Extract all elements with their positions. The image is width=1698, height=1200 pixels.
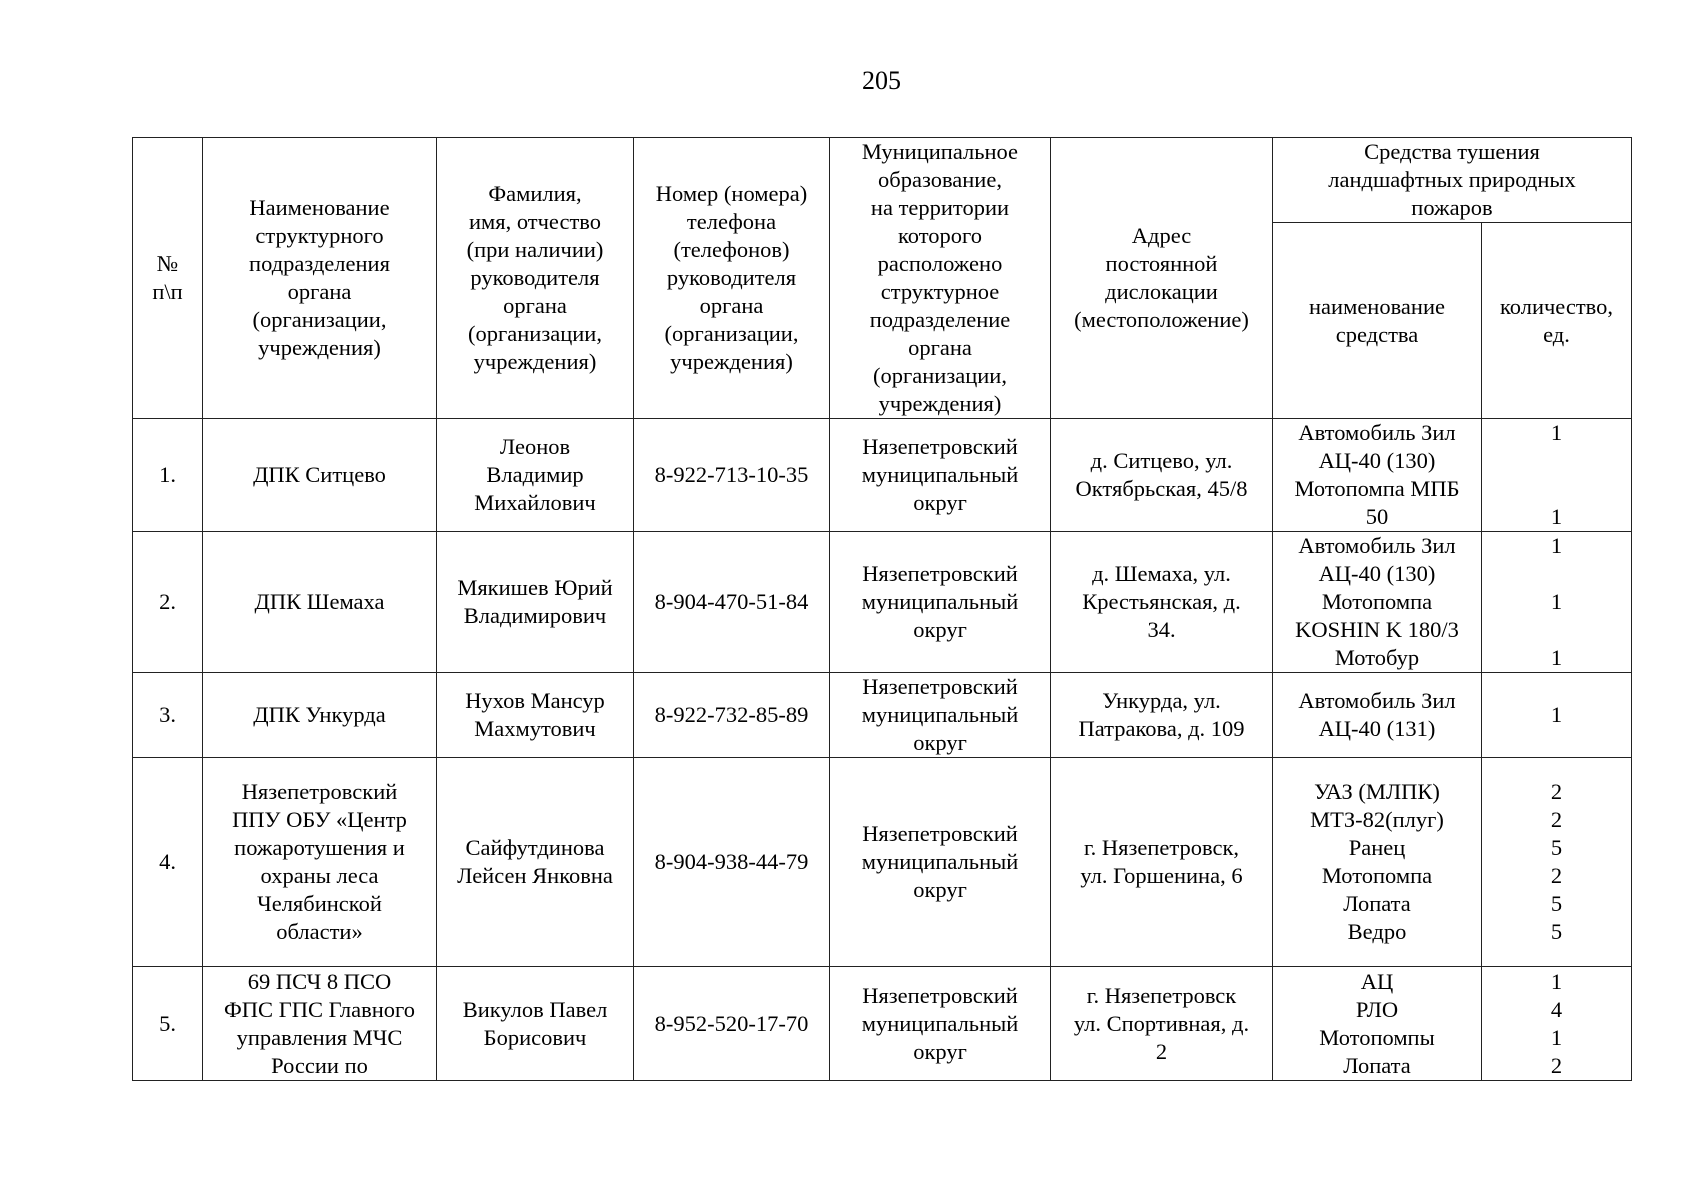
- cell-means-name-line: УАЗ (МЛПК): [1314, 779, 1440, 804]
- table-row: [133, 532, 1632, 673]
- cell-municipality-line: Нязепетровский: [862, 434, 1018, 459]
- qty-line: 5: [1550, 835, 1563, 860]
- header-address: [1051, 138, 1273, 419]
- cell-municipality: [830, 419, 1051, 532]
- header-line: наименование: [1309, 293, 1445, 319]
- table-row: [133, 419, 1632, 532]
- cell-address-line: г. Нязепетровск: [1086, 982, 1237, 1008]
- cell-address: [1051, 967, 1273, 1081]
- header-line: Фамилия,: [488, 181, 582, 206]
- cell-head-name-line: Борисович: [483, 1024, 587, 1050]
- cell-means-qty: [1482, 419, 1632, 532]
- qty-line: 1: [1550, 533, 1563, 558]
- cell-num: 2.: [133, 532, 203, 673]
- qty-line: 1: [1550, 645, 1563, 670]
- cell-unit-name: [203, 532, 437, 673]
- cell-means-name-line: МТЗ-82(плуг): [1310, 807, 1444, 832]
- cell-address: [1051, 673, 1273, 758]
- header-line: структурное: [880, 279, 1000, 304]
- header-line: дислокации: [1105, 279, 1218, 304]
- header-unit-name: [203, 138, 437, 419]
- table-row: [133, 967, 1632, 1081]
- cell-unit-name-line: пожаротушения и: [234, 835, 405, 860]
- cell-unit-name-line: ППУ ОБУ «Центр: [232, 807, 407, 832]
- header-line: подразделения: [249, 251, 390, 276]
- header-row-1: [133, 138, 1632, 223]
- cell-means-name: [1273, 532, 1482, 673]
- header-line: (телефонов): [673, 237, 790, 262]
- cell-municipality-line: Нязепетровский: [862, 821, 1018, 846]
- cell-means-name-line: Лопата: [1343, 1052, 1411, 1078]
- cell-municipality-line: округ: [913, 877, 967, 902]
- header-line: органа: [699, 293, 764, 318]
- cell-municipality-line: муниципальный: [861, 1010, 1019, 1036]
- cell-phone: 8-904-470-51-84: [634, 532, 830, 673]
- cell-phone: 8-922-732-85-89: [634, 673, 830, 758]
- cell-unit-name-line: управления МЧС: [236, 1024, 403, 1050]
- cell-means-name-line: Ведро: [1347, 919, 1407, 944]
- cell-address: [1051, 419, 1273, 532]
- header-line: №: [156, 251, 179, 276]
- cell-means-name-line: РЛО: [1355, 996, 1399, 1022]
- header-line: ландшафтных природных: [1328, 167, 1576, 192]
- cell-means-name: [1273, 419, 1482, 532]
- cell-head-name-line: Лейсен Янковна: [457, 863, 613, 888]
- cell-means-name: [1273, 758, 1482, 967]
- qty-line: 2: [1550, 1052, 1563, 1078]
- qty-line: 1: [1550, 589, 1563, 614]
- header-line: (местоположение): [1074, 307, 1249, 332]
- header-line: (организации,: [252, 307, 387, 332]
- cell-unit-name-line: Челябинской: [257, 891, 382, 916]
- cell-address: [1051, 758, 1273, 967]
- qty-line: 5: [1550, 891, 1563, 916]
- cell-municipality: [830, 673, 1051, 758]
- cell-municipality-line: округ: [913, 490, 967, 515]
- header-line: органа: [908, 335, 972, 360]
- header-municipality: [830, 138, 1051, 419]
- header-line: имя, отчество: [468, 209, 602, 234]
- cell-head-name: [437, 419, 634, 532]
- cell-head-name-line: Михайлович: [474, 490, 596, 515]
- cell-unit-name-line: ДПК Ункурда: [253, 702, 386, 727]
- header-head-name: [437, 138, 634, 419]
- cell-unit-name-line: России по: [271, 1052, 368, 1078]
- cell-means-name-line: АЦ-40 (130): [1318, 448, 1436, 473]
- header-line: которого: [898, 223, 982, 248]
- cell-unit-name-line: области»: [276, 919, 363, 944]
- cell-means-name-line: Лопата: [1343, 891, 1411, 916]
- cell-municipality-line: Нязепетровский: [862, 982, 1018, 1008]
- header-line: учреждения): [670, 349, 793, 374]
- cell-head-name: [437, 758, 634, 967]
- header-line: на территории: [870, 195, 1010, 220]
- cell-municipality-line: муниципальный: [861, 702, 1019, 727]
- cell-unit-name: [203, 419, 437, 532]
- header-means-group: [1273, 138, 1632, 223]
- cell-head-name-line: Нухов Мансур: [465, 688, 605, 713]
- header-num: [133, 138, 203, 419]
- header-line: образование,: [878, 167, 1002, 192]
- cell-num: 4.: [133, 758, 203, 967]
- cell-address-line: ул. Горшенина, 6: [1080, 863, 1243, 888]
- cell-address-line: Крестьянская, д.: [1082, 589, 1241, 614]
- header-phone: [634, 138, 830, 419]
- header-line: п\п: [152, 279, 183, 304]
- cell-municipality-line: округ: [913, 617, 967, 642]
- header-line: количество,: [1499, 293, 1614, 319]
- qty-line: 1: [1550, 702, 1563, 727]
- cell-phone: 8-922-713-10-35: [634, 419, 830, 532]
- cell-head-name: [437, 967, 634, 1081]
- cell-municipality-line: округ: [913, 1038, 967, 1064]
- cell-head-name-line: Викулов Павел: [462, 996, 608, 1022]
- cell-head-name: [437, 673, 634, 758]
- cell-unit-name-line: ФПС ГПС Главного: [224, 996, 415, 1022]
- cell-municipality-line: муниципальный: [861, 849, 1019, 874]
- fire-equipment-table: [132, 137, 1632, 1081]
- header-line: Средства тушения: [1364, 139, 1540, 164]
- cell-means-name-line: АЦ-40 (131): [1318, 716, 1436, 741]
- header-line: расположено: [877, 251, 1003, 276]
- cell-head-name: [437, 532, 634, 673]
- qty-line: 1: [1550, 968, 1563, 994]
- qty-line: 1: [1550, 1024, 1563, 1050]
- cell-means-name-line: Мотопомпа: [1321, 863, 1433, 888]
- header-means-qty: [1482, 223, 1632, 419]
- qty-line: [1486, 616, 1627, 644]
- cell-phone: 8-952-520-17-70: [634, 967, 830, 1081]
- cell-num: 5.: [133, 967, 203, 1081]
- cell-means-name-line: Автомобиль Зил: [1298, 688, 1456, 713]
- cell-unit-name-line: Нязепетровский: [241, 779, 398, 804]
- cell-means-name: [1273, 967, 1482, 1081]
- cell-municipality: [830, 532, 1051, 673]
- cell-unit-name: [203, 967, 437, 1081]
- cell-address-line: 34.: [1147, 617, 1176, 642]
- cell-means-name: [1273, 673, 1482, 758]
- cell-means-name-line: Мотопомпы: [1319, 1024, 1435, 1050]
- cell-municipality: [830, 967, 1051, 1081]
- header-line: (организации,: [873, 363, 1007, 388]
- cell-unit-name: [203, 673, 437, 758]
- cell-address-line: д. Ситцево, ул.: [1090, 448, 1233, 473]
- table-row: [133, 673, 1632, 758]
- header-line: подразделение: [869, 307, 1011, 332]
- cell-means-name-line: АЦ-40 (130): [1318, 561, 1436, 586]
- cell-unit-name-line: ДПК Шемаха: [254, 589, 385, 614]
- qty-line: [1486, 475, 1627, 503]
- cell-address-line: Ункурда, ул.: [1102, 688, 1221, 713]
- qty-line: 1: [1550, 504, 1563, 529]
- cell-means-name-line: АЦ: [1360, 968, 1394, 994]
- header-line: Номер (номера): [655, 181, 808, 206]
- header-line: телефона: [686, 209, 777, 234]
- cell-num: 3.: [133, 673, 203, 758]
- qty-line: 2: [1550, 807, 1563, 832]
- cell-municipality-line: округ: [913, 730, 967, 755]
- header-line: (организации,: [664, 321, 799, 346]
- table-row: [133, 758, 1632, 967]
- qty-line: 2: [1550, 779, 1563, 804]
- cell-municipality: [830, 758, 1051, 967]
- cell-address-line: Октябрьская, 45/8: [1075, 476, 1248, 501]
- cell-municipality-line: муниципальный: [861, 462, 1019, 487]
- header-line: постоянной: [1105, 251, 1218, 276]
- cell-means-name-line: Мотопомпа: [1321, 589, 1433, 614]
- cell-municipality-line: муниципальный: [861, 589, 1019, 614]
- cell-head-name-line: Леонов: [499, 434, 571, 459]
- header-line: органа: [503, 293, 567, 318]
- qty-line: 4: [1550, 996, 1563, 1022]
- qty-line: [1486, 447, 1627, 475]
- header-line: ед.: [1543, 321, 1570, 347]
- cell-head-name-line: Владимир: [486, 462, 584, 487]
- qty-line: 2: [1550, 863, 1563, 888]
- cell-means-qty: [1482, 532, 1632, 673]
- cell-address-line: г. Нязепетровск,: [1083, 835, 1240, 860]
- cell-address-line: Патракова, д. 109: [1078, 716, 1245, 741]
- cell-head-name-line: Владимирович: [463, 603, 607, 628]
- cell-address-line: ул. Спортивная, д.: [1073, 1010, 1250, 1036]
- header-line: Адрес: [1131, 223, 1192, 248]
- cell-address-line: 2: [1155, 1038, 1168, 1064]
- cell-municipality-line: Нязепетровский: [862, 674, 1018, 699]
- cell-means-name-line: Ранец: [1348, 835, 1406, 860]
- header-means-name: [1273, 223, 1482, 419]
- qty-line: 1: [1550, 420, 1563, 445]
- header-line: органа: [287, 279, 352, 304]
- page-number: 205: [862, 66, 901, 95]
- header-line: средства: [1335, 321, 1419, 347]
- header-line: пожаров: [1411, 195, 1493, 220]
- cell-head-name-line: Мякишев Юрий: [457, 575, 613, 600]
- cell-means-name-line: KOSHIN K 180/3: [1295, 617, 1459, 642]
- cell-address: [1051, 532, 1273, 673]
- header-line: (организации,: [468, 321, 602, 346]
- qty-line: 5: [1550, 919, 1563, 944]
- header-line: учреждения): [473, 349, 597, 374]
- header-line: руководителя: [666, 265, 797, 290]
- cell-means-name-line: 50: [1365, 504, 1389, 529]
- cell-head-name-line: Махмутович: [474, 716, 596, 741]
- cell-phone: 8-904-938-44-79: [634, 758, 830, 967]
- qty-line: [1486, 560, 1627, 588]
- cell-means-name-line: Мотопомпа МПБ: [1294, 476, 1460, 501]
- header-line: Муниципальное: [861, 139, 1019, 164]
- header-line: учреждения): [878, 391, 1002, 416]
- header-line: (при наличии): [466, 237, 604, 262]
- cell-head-name-line: Сайфутдинова: [465, 835, 605, 860]
- cell-num: 1.: [133, 419, 203, 532]
- cell-means-qty: [1482, 967, 1632, 1081]
- cell-address-line: д. Шемаха, ул.: [1092, 561, 1231, 586]
- cell-unit-name-line: охраны леса: [260, 863, 379, 888]
- cell-municipality-line: Нязепетровский: [862, 561, 1018, 586]
- header-line: учреждения): [258, 335, 381, 360]
- cell-unit-name-line: ДПК Ситцево: [253, 462, 386, 487]
- cell-means-name-line: Мотобур: [1334, 645, 1420, 670]
- cell-means-qty: [1482, 673, 1632, 758]
- cell-unit-name: [203, 758, 437, 967]
- header-line: руководителя: [470, 265, 600, 290]
- cell-means-name-line: Автомобиль Зил: [1298, 533, 1456, 558]
- header-line: Наименование: [249, 195, 390, 220]
- cell-unit-name-line: 69 ПСЧ 8 ПСО: [247, 968, 392, 994]
- header-line: структурного: [255, 223, 384, 248]
- cell-means-qty: [1482, 758, 1632, 967]
- cell-means-name-line: Автомобиль Зил: [1298, 420, 1456, 445]
